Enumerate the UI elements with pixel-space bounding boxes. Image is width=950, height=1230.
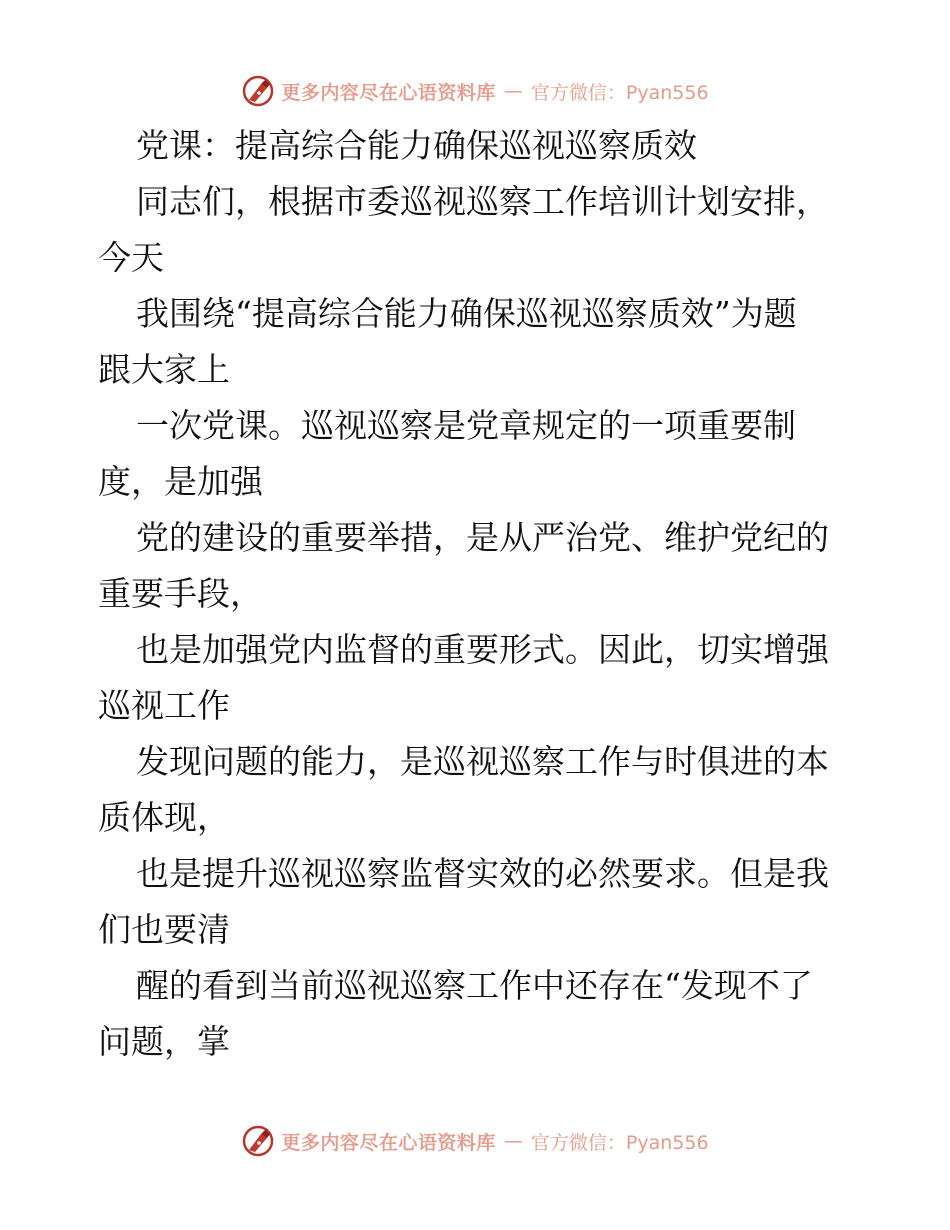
paragraph-line: 质体现， — [98, 798, 230, 837]
paragraph-line: 们也要清 — [98, 910, 230, 949]
paragraph-line: 一次党课。巡视巡察是党章规定的一项重要制 — [136, 406, 796, 445]
banner-dash: — — [503, 1130, 523, 1152]
paragraph-line: 度，是加强 — [98, 462, 263, 501]
document-title: 党课：提高综合能力确保巡视巡察质效 — [136, 126, 697, 165]
banner-title: 更多内容尽在心语资料库 — [281, 1131, 496, 1154]
header-banner — [0, 71, 950, 111]
paragraph-line: 发现问题的能力，是巡视巡察工作与时俱进的本 — [136, 742, 829, 781]
banner-wechat: 官方微信：Pyan556 — [530, 81, 709, 104]
paragraph-line: 重要手段， — [98, 574, 263, 613]
banner-title: 更多内容尽在心语资料库 — [281, 81, 496, 104]
pen-nib-logo-icon — [241, 74, 275, 108]
paragraph-line: 醒的看到当前巡视巡察工作中还存在“发现不了 — [136, 966, 813, 1005]
footer-banner — [0, 1121, 950, 1161]
document-body — [98, 118, 858, 1070]
paragraph-line: 也是提升巡视巡察监督实效的必然要求。但是我 — [136, 854, 829, 893]
paragraph-line: 问题，掌 — [98, 1022, 230, 1061]
paragraph-line: 同志们，根据市委巡视巡察工作培训计划安排， — [136, 182, 829, 221]
paragraph-line: 今天 — [98, 238, 164, 277]
paragraph-line: 也是加强党内监督的重要形式。因此，切实增强 — [136, 630, 829, 669]
banner-wechat: 官方微信：Pyan556 — [530, 1131, 709, 1154]
pen-nib-logo-icon — [241, 1124, 275, 1158]
paragraph-line: 我围绕“提高综合能力确保巡视巡察质效”为题 — [136, 294, 797, 333]
paragraph-line: 党的建设的重要举措，是从严治党、维护党纪的 — [136, 518, 829, 557]
paragraph-line: 巡视工作 — [98, 686, 230, 725]
paragraph-line: 跟大家上 — [98, 350, 230, 389]
banner-dash: — — [503, 80, 523, 102]
